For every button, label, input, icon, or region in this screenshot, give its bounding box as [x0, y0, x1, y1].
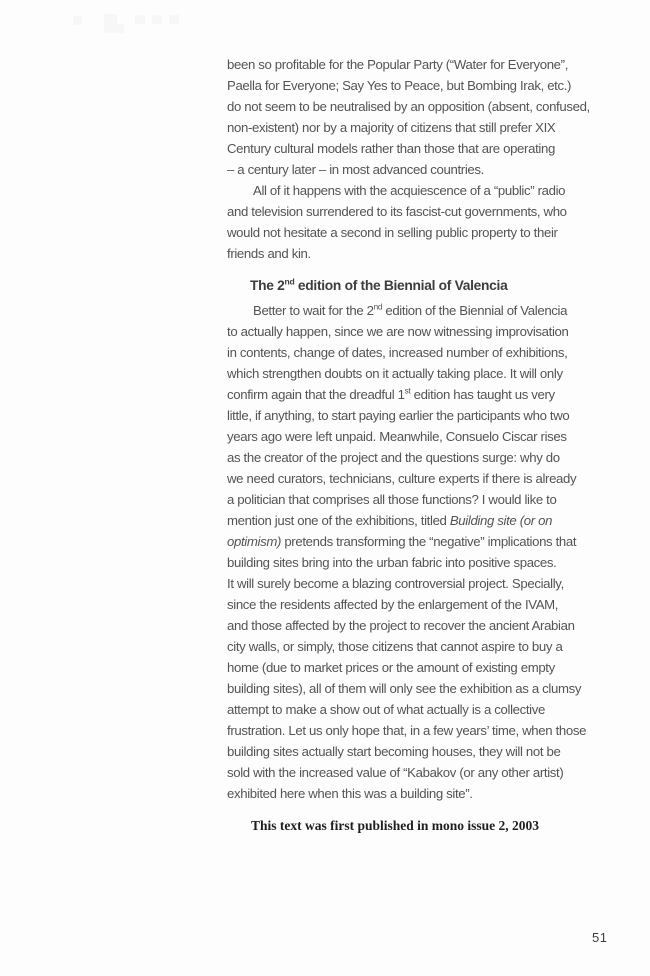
- text-line: building sites actually start becoming houses, they will not be: [227, 744, 561, 759]
- text-line: building sites), all of them will only see the exhibition as a clumsy: [227, 681, 582, 696]
- text-line: – a century later – in most advanced countries.: [227, 162, 484, 177]
- text-line: attempt to make a show out of what actually is a collective: [227, 702, 545, 717]
- text-line: Better to wait for the 2nd edition of the Biennial of Valencia: [253, 302, 568, 318]
- text-line: optimism) pretends transforming the “negative” implications that: [227, 534, 577, 549]
- text-line: mention just one of the exhibitions, titled Building site (or on: [227, 513, 553, 528]
- text-line: and television surrendered to its fascist-cut governments, who: [227, 204, 567, 219]
- section-heading: The 2nd edition of the Biennial of Valencia: [250, 276, 508, 293]
- text-line: friends and kin.: [227, 246, 311, 261]
- text-line: confirm again that the dreadful 1st edition has taught us very: [227, 386, 555, 402]
- text-line: exhibited here when this was a building site”.: [227, 786, 473, 801]
- text-line: non-existent) nor by a majority of citizens that still prefer XIX: [227, 120, 556, 135]
- paragraph: [227, 54, 637, 180]
- text-line: been so profitable for the Popular Party (“Water for Everyone”,: [227, 57, 569, 72]
- text-line: building sites bring into the urban fabric into positive spaces.: [227, 555, 557, 570]
- page-number: 51: [592, 930, 608, 945]
- text-line: sold with the increased value of “Kabakov (or any other artist): [227, 765, 564, 780]
- text-line: All of it happens with the acquiescence of a “public” radio: [253, 183, 566, 198]
- text-line: to actually happen, since we are now witnessing improvisation: [227, 324, 569, 339]
- text-line: since the residents affected by the enlargement of the IVAM,: [227, 597, 559, 612]
- text-line: home (due to market prices or the amount of existing empty: [227, 660, 555, 675]
- text-line: Paella for Everyone; Say Yes to Peace, but Bombing Irak, etc.): [227, 78, 572, 93]
- text-line: we need curators, technicians, culture experts if there is already: [227, 471, 577, 486]
- footnote: This text was first published in mono issue 2, 2003: [251, 818, 540, 833]
- paragraph: [227, 300, 637, 804]
- scan-speck: [169, 15, 179, 24]
- text-line: as the creator of the project and the questions surge: why do: [227, 450, 560, 465]
- scan-speck: [104, 24, 124, 33]
- scan-speck: [135, 15, 145, 24]
- paragraph: [227, 180, 637, 264]
- scan-speck: [73, 16, 82, 25]
- text-line: a politician that comprises all those functions? I would like to: [227, 492, 557, 507]
- text-line: frustration. Let us only hope that, in a few years’ time, when those: [227, 723, 587, 738]
- text-line: city walls, or simply, those citizens that cannot aspire to buy a: [227, 639, 563, 654]
- text-line: which strengthen doubts on it actually taking place. It will only: [227, 366, 563, 381]
- text-line: do not seem to be neutralised by an opposition (absent, confused,: [227, 99, 590, 114]
- text-line: It will surely become a blazing controversial project. Specially,: [227, 576, 564, 591]
- text-line: and those affected by the project to recover the ancient Arabian: [227, 618, 575, 633]
- text-line: Century cultural models rather than those that are operating: [227, 141, 555, 156]
- text-column: [227, 54, 637, 835]
- text-line: little, if anything, to start paying earlier the participants who two: [227, 408, 570, 423]
- text-line: would not hesitate a second in selling public property to their: [227, 225, 558, 240]
- scan-speck: [152, 15, 162, 24]
- text-line: in contents, change of dates, increased number of exhibitions,: [227, 345, 568, 360]
- text-line: years ago were left unpaid. Meanwhile, Consuelo Ciscar rises: [227, 429, 567, 444]
